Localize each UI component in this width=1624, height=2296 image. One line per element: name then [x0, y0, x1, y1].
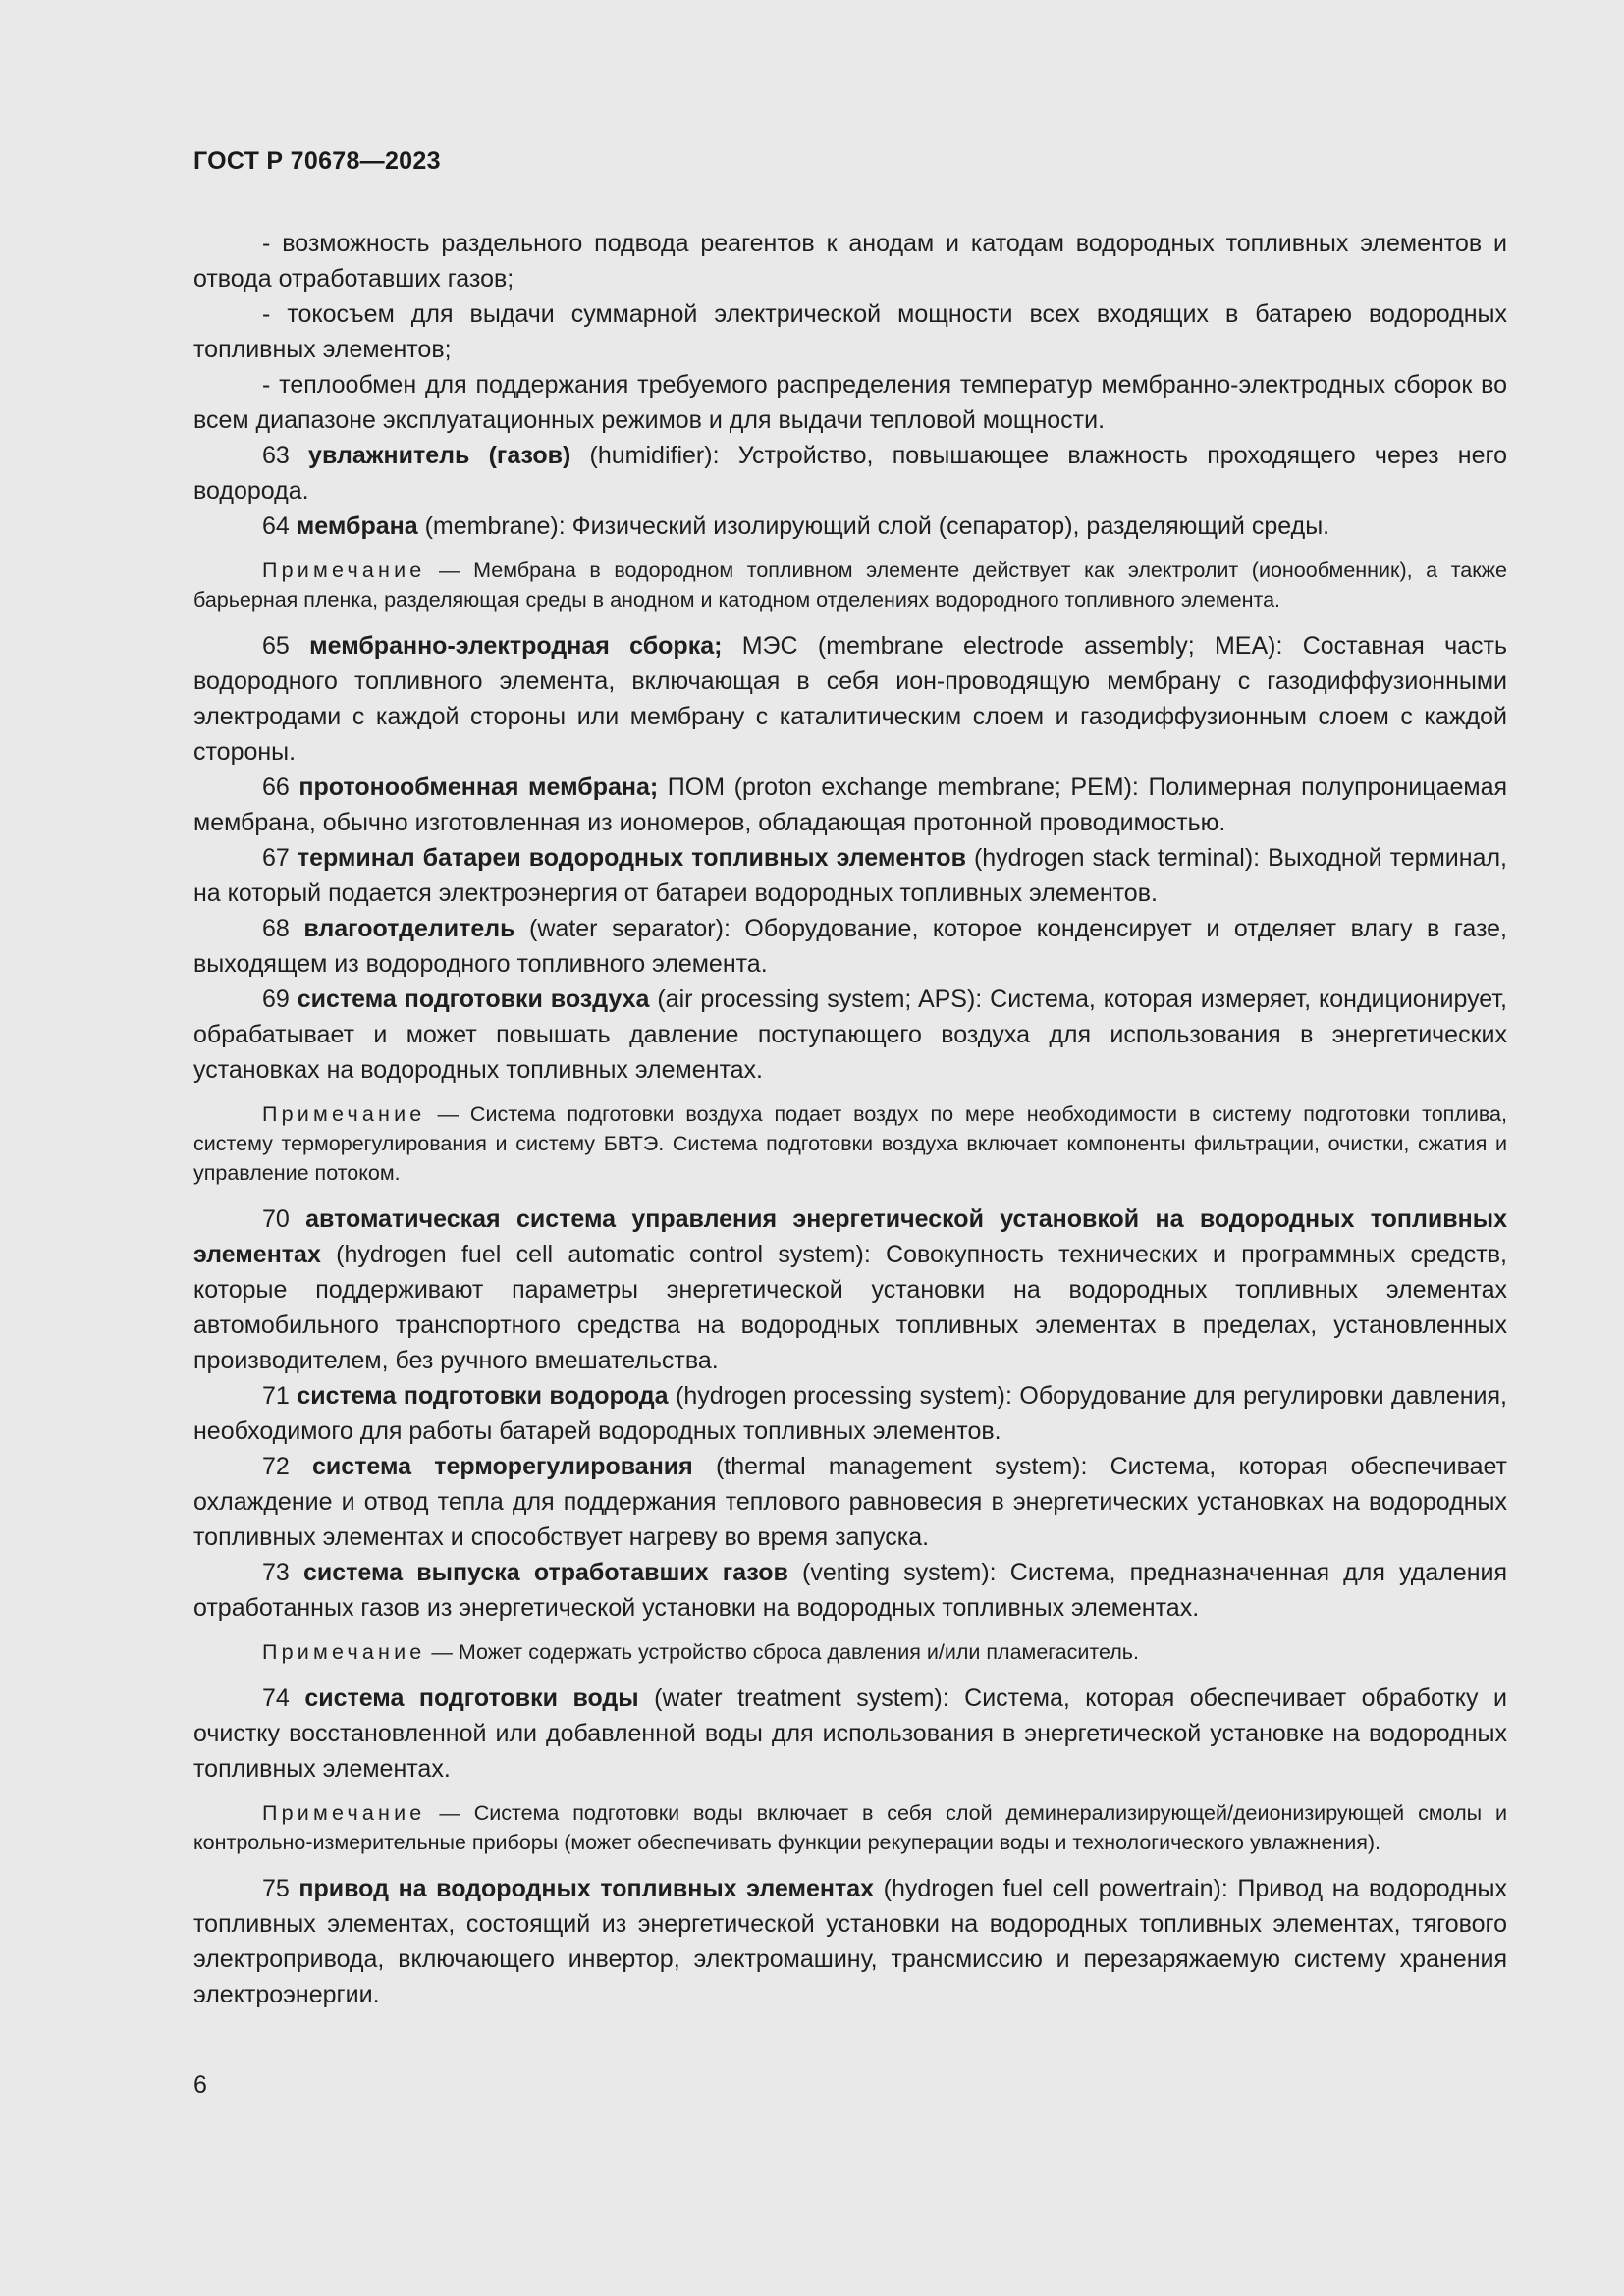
- term-number: 71: [262, 1382, 290, 1410]
- term-75: [193, 1871, 1507, 2012]
- term-title: влагоотделитель: [303, 915, 515, 942]
- term-definition: (water treatment system): Система, которая обеспечивает обработку и очистку восстановленной или добавленной воды для использования в энергетической установке на водородных топливных элементах.: [193, 1684, 1507, 1783]
- note-text: — Мембрана в водородном топливном элементе действует как электролит (ионообменник), а также барьерная пленка, разделяющая среды в анодном и катодном отделениях водородного топливного элемента.: [193, 559, 1507, 612]
- term-title: терминал батареи водородных топливных элементов: [297, 844, 966, 872]
- term-number: 63: [262, 442, 290, 469]
- term-65: [193, 628, 1507, 770]
- term-definition: МЭС (membrane electrode assembly; MEA): Составная часть водородного топливного элемента, включающая в себя ион-проводящую мембрану с газодиффузионными электродами с каждой стороны или мембрану с каталитическим слоем и газодиффузионным слоем с каждой стороны.: [193, 632, 1507, 766]
- term-definition: (water separator): Оборудование, которое конденсирует и отделяет влагу в газе, выходящем из водородного топливного элемента.: [193, 915, 1508, 978]
- term-67: [193, 840, 1507, 911]
- term-number: 66: [262, 774, 290, 801]
- term-definition: (thermal management system): Система, которая обеспечивает охлаждение и отвод тепла для поддержания теплового равновесия в энергетических установках на водородных топливных элементах и способствует нагреву во время запуска.: [193, 1453, 1508, 1551]
- term-definition: (membrane): Физический изолирующий слой (сепаратор), разделяющий среды.: [417, 512, 1330, 540]
- term-number: 64: [262, 512, 290, 540]
- term-definition: (hydrogen processing system): Оборудование для регулировки давления, необходимого для работы батарей водородных топливных элементов.: [193, 1382, 1508, 1445]
- term-66: [193, 770, 1507, 840]
- term-73: [193, 1555, 1507, 1626]
- term-title: мембранно-электродная сборка;: [309, 632, 723, 660]
- term-number: 67: [262, 844, 290, 872]
- term-68: [193, 911, 1507, 982]
- term-69: [193, 982, 1507, 1088]
- document-body: [193, 226, 1507, 2012]
- term-title: увлажнитель (газов): [308, 442, 571, 469]
- note-label: Примечание: [262, 1102, 426, 1126]
- note-64: [193, 556, 1507, 614]
- note-74: [193, 1798, 1507, 1857]
- term-title: система подготовки воды: [304, 1684, 639, 1712]
- term-definition: (hydrogen fuel cell automatic control system): Совокупность технических и программных средств, которые поддерживают параметры энергетической установки на водородных топливных элементах автомобильного транспортного средства на водородных топливных элементах в пределах, установленных производителем, без ручного вмешательства.: [193, 1241, 1507, 1374]
- note-text: — Система подготовки воды включает в себя слой деминерализирующей/деионизирующей смолы и контрольно-измерительные приборы (может обеспечивать функции рекуперации воды и технологического увлажнения).: [193, 1801, 1507, 1854]
- term-title: привод на водородных топливных элементах: [298, 1875, 875, 1902]
- term-number: 68: [262, 915, 290, 942]
- term-64: [193, 508, 1507, 544]
- term-70: [193, 1201, 1507, 1378]
- note-label: Примечание: [262, 1801, 426, 1825]
- term-definition: ПОМ (proton exchange membrane; PEM): Полимерная полупроницаемая мембрана, обычно изготовленная из иономеров, обладающая протонной проводимостью.: [193, 774, 1508, 836]
- note-label: Примечание: [262, 559, 426, 582]
- term-title: протонообменная мембрана;: [298, 774, 659, 801]
- document-header: ГОСТ Р 70678—2023: [193, 147, 441, 175]
- term-number: 70: [262, 1205, 290, 1233]
- bullet-item: - токосъем для выдачи суммарной электрической мощности всех входящих в батарею водородных топливных элементов;: [193, 300, 1507, 363]
- term-63: [193, 438, 1507, 508]
- term-title: система терморегулирования: [312, 1453, 693, 1480]
- term-number: 75: [262, 1875, 290, 1902]
- term-number: 72: [262, 1453, 290, 1480]
- note-69: [193, 1099, 1507, 1188]
- term-title: автоматическая система управления энергетической установкой на водородных топливных элементах: [193, 1205, 1507, 1268]
- term-definition: (air processing system; APS): Система, которая измеряет, кондиционирует, обрабатывает и может повышать давление поступающего воздуха для использования в энергетических установках на водородных топливных элементах.: [193, 986, 1507, 1084]
- term-definition: (hydrogen fuel cell powertrain): Привод на водородных топливных элементах, состоящий из энергетической установки на водородных топливных элементах, тягового электропривода, включающего инвертор, электромашину, трансмиссию и перезаряжаемую систему хранения электроэнергии.: [193, 1875, 1507, 2008]
- term-title: система подготовки водорода: [297, 1382, 669, 1410]
- term-title: система подготовки воздуха: [297, 986, 650, 1013]
- term-definition: (humidifier): Устройство, повышающее влажность проходящего через него водорода.: [193, 442, 1507, 505]
- term-71: [193, 1378, 1507, 1449]
- bullet-item: - возможность раздельного подвода реагентов к анодам и катодам водородных топливных элементов и отвода отработавших газов;: [193, 230, 1507, 293]
- term-number: 74: [262, 1684, 290, 1712]
- note-text: — Система подготовки воздуха подает воздух по мере необходимости в систему подготовки топлива, систему терморегулирования и систему БВТЭ. Система подготовки воздуха включает компоненты фильтрации, очистки, сжатия и управление потоком.: [193, 1102, 1507, 1185]
- term-definition: (hydrogen stack terminal): Выходной терминал, на который подается электроэнергия от батареи водородных топливных элементов.: [193, 844, 1507, 907]
- note-73: [193, 1637, 1507, 1667]
- term-72: [193, 1449, 1507, 1555]
- term-title: система выпуска отработавших газов: [303, 1559, 788, 1586]
- term-title: мембрана: [296, 512, 418, 540]
- bullet-item: - теплообмен для поддержания требуемого распределения температур мембранно-электродных сборок во всем диапазоне эксплуатационных режимов и для выдачи тепловой мощности.: [193, 371, 1507, 434]
- term-74: [193, 1681, 1507, 1787]
- term-number: 73: [262, 1559, 290, 1586]
- term-number: 65: [262, 632, 290, 660]
- note-text: — Может содержать устройство сброса давления и/или пламегаситель.: [425, 1640, 1139, 1664]
- note-label: Примечание: [262, 1640, 426, 1664]
- page-number: 6: [193, 2071, 207, 2099]
- term-number: 69: [262, 986, 290, 1013]
- term-definition: (venting system): Система, предназначенная для удаления отработанных газов из энергетической установки на водородных топливных элементах.: [193, 1559, 1508, 1622]
